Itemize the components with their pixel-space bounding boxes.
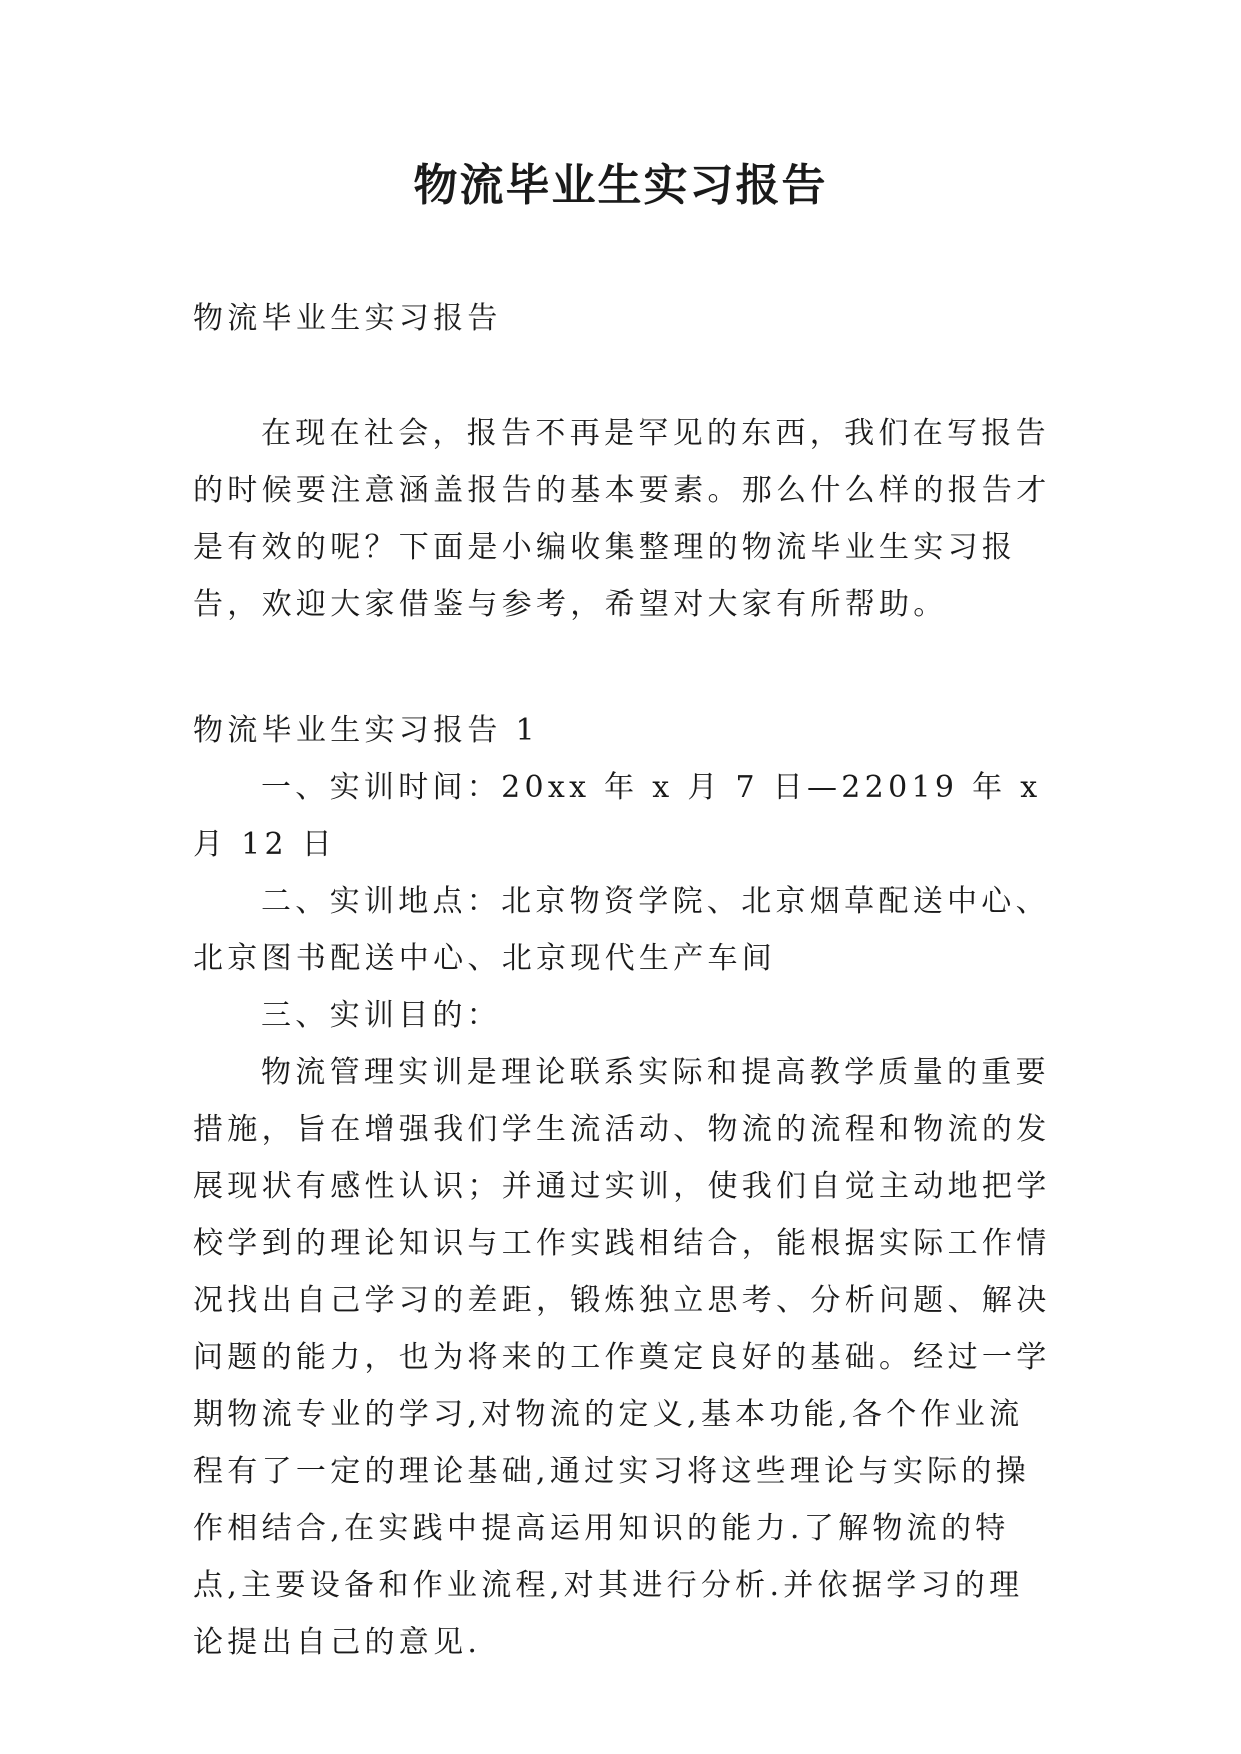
training-location-item: 二、实训地点：北京物资学院、北京烟草配送中心、北京图书配送中心、北京现代生产车间: [193, 884, 1050, 976]
report-1-section: [193, 702, 1053, 1671]
training-time-item: 一、实训时间：20xx 年 x 月 7 日—22019 年 x 月 12 日: [193, 770, 1042, 862]
training-purpose-item: 三、实训目的：: [261, 998, 502, 1033]
document-subtitle-block: [193, 290, 1053, 347]
training-purpose-paragraph: 物流管理实训是理论联系实际和提高教学质量的重要措施，旨在增强我们学生流活动、物流的流程和物流的发展现状有感性认识；并通过实训，使我们自觉主动地把学校学到的理论知识与工作实践相结合，能根据实际工作情况找出自己学习的差距，锻炼独立思考、分析问题、解决问题的能力，也为将来的工作奠定良好的基础。经过一学期物流专业的学习,对物流的定义,基本功能,各个作业流程有了一定的理论基础,通过实习将这些理论与实际的操作相结合,在实践中提高运用知识的能力.了解物流的特点,主要设备和作业流程,对其进行分析.并依据学习的理论提出自己的意见.: [193, 1055, 1051, 1660]
report-1-heading: 物流毕业生实习报告 1: [193, 713, 539, 748]
intro-section: [193, 405, 1053, 633]
document-title: 物流毕业生实习报告: [413, 160, 828, 211]
document-subtitle: 物流毕业生实习报告: [193, 301, 502, 336]
intro-paragraph: 在现在社会，报告不再是罕见的东西，我们在写报告的时候要注意涵盖报告的基本要素。那么什么样的报告才是有效的呢？下面是小编收集整理的物流毕业生实习报告，欢迎大家借鉴与参考，希望对大家有所帮助。: [193, 416, 1051, 622]
